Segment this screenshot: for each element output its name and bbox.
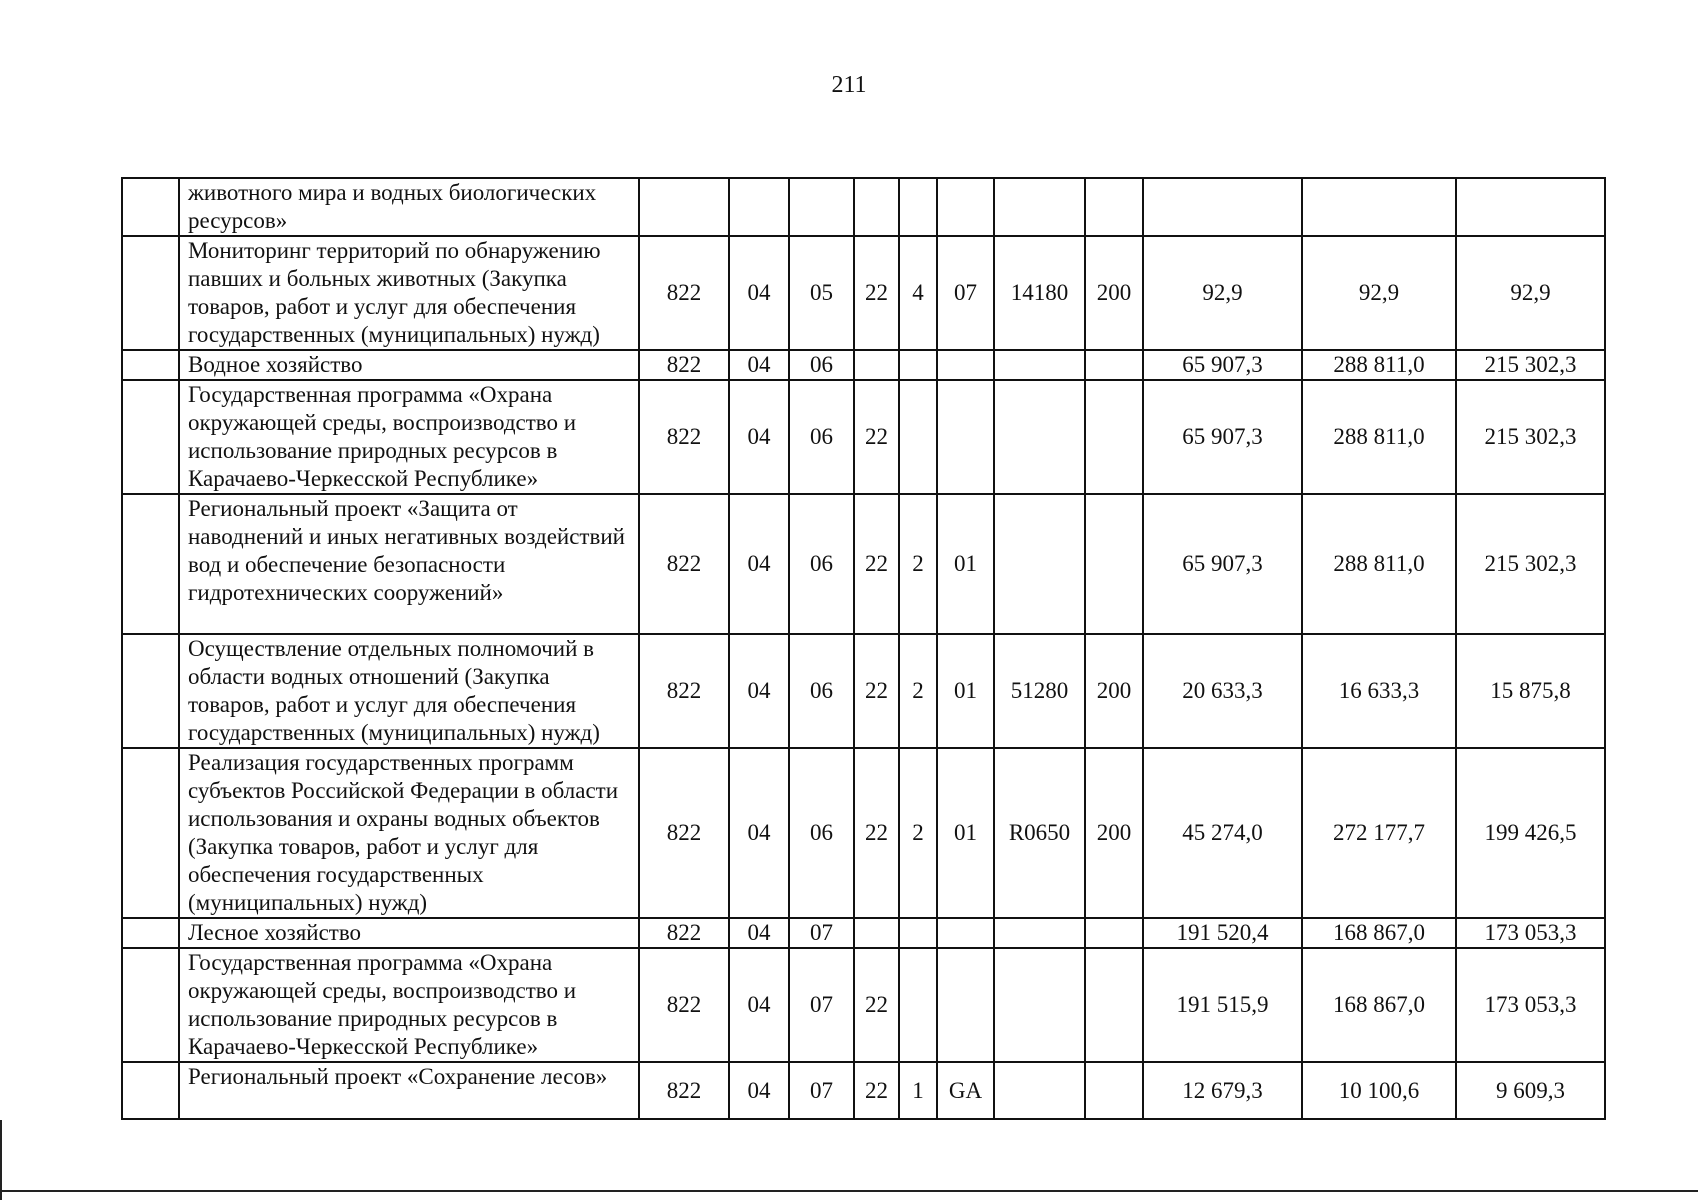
cell-program: 22	[854, 494, 899, 634]
row-index-cell	[122, 350, 179, 380]
cell-section: 04	[729, 380, 789, 494]
page-number: 211	[831, 72, 867, 98]
cell-subprogram: 2	[899, 634, 937, 748]
row-index-cell	[122, 380, 179, 494]
cell-ministry: 822	[639, 350, 729, 380]
cell-subsection: 06	[789, 350, 854, 380]
cell-amount-year2: 272 177,7	[1302, 748, 1456, 918]
cell-ministry: 822	[639, 748, 729, 918]
cell-direction: 14180	[994, 236, 1085, 350]
cell-direction: R0650	[994, 748, 1085, 918]
cell-ministry: 822	[639, 380, 729, 494]
cell-section: 04	[729, 748, 789, 918]
cell-ministry: 822	[639, 494, 729, 634]
cell-expense-type: 200	[1085, 748, 1143, 918]
cell-amount-year2: 16 633,3	[1302, 634, 1456, 748]
cell-expense-type	[1085, 380, 1143, 494]
cell-direction	[994, 494, 1085, 634]
cell-subsection: 07	[789, 918, 854, 948]
cell-amount-year3	[1456, 178, 1605, 236]
row-name: Региональный проект «Защита от наводнений и иных негативных воздействий вод и обеспечение безопасности гидротехнических сооружений»	[179, 494, 639, 634]
row-name: Осуществление отдельных полномочий в области водных отношений (Закупка товаров, работ и услуг для обеспечения государственных (муниципальных) нужд)	[179, 634, 639, 748]
cell-amount-year1: 65 907,3	[1143, 380, 1302, 494]
cell-subprogram: 4	[899, 236, 937, 350]
row-name: Мониторинг территорий по обнаружению павших и больных животных (Закупка товаров, работ и услуг для обеспечения государственных (муниципальных) нужд)	[179, 236, 639, 350]
cell-subprogram: 2	[899, 494, 937, 634]
cell-ministry: 822	[639, 1062, 729, 1119]
cell-event: 07	[937, 236, 994, 350]
row-index-cell	[122, 178, 179, 236]
row-name: Лесное хозяйство	[179, 918, 639, 948]
scan-edge-left	[0, 1120, 2, 1200]
cell-amount-year3: 199 426,5	[1456, 748, 1605, 918]
cell-program: 22	[854, 380, 899, 494]
table-row	[122, 748, 1605, 918]
cell-amount-year1: 191 520,4	[1143, 918, 1302, 948]
row-name: животного мира и водных биологических ресурсов»	[179, 178, 639, 236]
cell-program: 22	[854, 634, 899, 748]
cell-amount-year2: 10 100,6	[1302, 1062, 1456, 1119]
cell-program: 22	[854, 748, 899, 918]
row-index-cell	[122, 948, 179, 1062]
cell-expense-type	[1085, 178, 1143, 236]
cell-ministry	[639, 178, 729, 236]
cell-event: 01	[937, 748, 994, 918]
cell-amount-year1: 12 679,3	[1143, 1062, 1302, 1119]
cell-amount-year2: 288 811,0	[1302, 380, 1456, 494]
cell-section: 04	[729, 350, 789, 380]
table-row	[122, 918, 1605, 948]
cell-subsection: 06	[789, 494, 854, 634]
scan-edge-bottom	[0, 1190, 1698, 1192]
cell-expense-type: 200	[1085, 236, 1143, 350]
cell-amount-year3: 173 053,3	[1456, 918, 1605, 948]
cell-subprogram	[899, 350, 937, 380]
table-row	[122, 350, 1605, 380]
cell-subsection	[789, 178, 854, 236]
row-index-cell	[122, 236, 179, 350]
cell-subprogram: 1	[899, 1062, 937, 1119]
cell-expense-type	[1085, 1062, 1143, 1119]
cell-amount-year2: 168 867,0	[1302, 918, 1456, 948]
cell-subprogram	[899, 918, 937, 948]
cell-amount-year3: 15 875,8	[1456, 634, 1605, 748]
row-name: Государственная программа «Охрана окружающей среды, воспроизводство и использование природных ресурсов в Карачаево-Черкесской Республике»	[179, 380, 639, 494]
cell-section: 04	[729, 1062, 789, 1119]
cell-ministry: 822	[639, 634, 729, 748]
cell-section: 04	[729, 918, 789, 948]
cell-direction	[994, 918, 1085, 948]
row-index-cell	[122, 1062, 179, 1119]
cell-subsection: 06	[789, 634, 854, 748]
cell-event: GA	[937, 1062, 994, 1119]
cell-direction	[994, 350, 1085, 380]
row-name: Региональный проект «Сохранение лесов»	[179, 1062, 639, 1119]
cell-event	[937, 350, 994, 380]
cell-subsection: 07	[789, 1062, 854, 1119]
cell-amount-year1: 191 515,9	[1143, 948, 1302, 1062]
row-index-cell	[122, 634, 179, 748]
cell-amount-year3: 173 053,3	[1456, 948, 1605, 1062]
cell-expense-type: 200	[1085, 634, 1143, 748]
cell-section: 04	[729, 494, 789, 634]
cell-ministry: 822	[639, 918, 729, 948]
cell-amount-year1: 20 633,3	[1143, 634, 1302, 748]
budget-table	[121, 177, 1606, 1120]
row-name: Государственная программа «Охрана окружающей среды, воспроизводство и использование природных ресурсов в Карачаево-Черкесской Республике»	[179, 948, 639, 1062]
cell-direction: 51280	[994, 634, 1085, 748]
cell-subsection: 07	[789, 948, 854, 1062]
cell-amount-year1: 65 907,3	[1143, 494, 1302, 634]
cell-event: 01	[937, 634, 994, 748]
row-name: Водное хозяйство	[179, 350, 639, 380]
cell-direction	[994, 1062, 1085, 1119]
cell-direction	[994, 948, 1085, 1062]
table-row	[122, 494, 1605, 634]
cell-amount-year2: 288 811,0	[1302, 350, 1456, 380]
row-index-cell	[122, 494, 179, 634]
cell-program: 22	[854, 236, 899, 350]
cell-amount-year3: 9 609,3	[1456, 1062, 1605, 1119]
cell-expense-type	[1085, 350, 1143, 380]
cell-program: 22	[854, 1062, 899, 1119]
cell-subsection: 06	[789, 748, 854, 918]
cell-amount-year3: 215 302,3	[1456, 350, 1605, 380]
cell-event: 01	[937, 494, 994, 634]
row-name: Реализация государственных программ субъектов Российской Федерации в области использования и охраны водных объектов (Закупка товаров, работ и услуг для обеспечения государственных (муниципальных) нужд)	[179, 748, 639, 918]
table-row	[122, 236, 1605, 350]
cell-amount-year3: 215 302,3	[1456, 494, 1605, 634]
cell-program	[854, 350, 899, 380]
cell-subprogram: 2	[899, 748, 937, 918]
cell-amount-year1: 92,9	[1143, 236, 1302, 350]
cell-program	[854, 178, 899, 236]
cell-subprogram	[899, 178, 937, 236]
cell-subsection: 05	[789, 236, 854, 350]
cell-amount-year1	[1143, 178, 1302, 236]
cell-program: 22	[854, 948, 899, 1062]
table-row	[122, 380, 1605, 494]
table-row	[122, 948, 1605, 1062]
cell-section: 04	[729, 236, 789, 350]
cell-event	[937, 380, 994, 494]
cell-amount-year3: 92,9	[1456, 236, 1605, 350]
cell-event	[937, 178, 994, 236]
cell-ministry: 822	[639, 948, 729, 1062]
row-index-cell	[122, 918, 179, 948]
cell-expense-type	[1085, 494, 1143, 634]
cell-amount-year2: 168 867,0	[1302, 948, 1456, 1062]
table-row	[122, 1062, 1605, 1119]
row-index-cell	[122, 748, 179, 918]
cell-event	[937, 918, 994, 948]
cell-program	[854, 918, 899, 948]
cell-amount-year3: 215 302,3	[1456, 380, 1605, 494]
cell-amount-year1: 65 907,3	[1143, 350, 1302, 380]
cell-section: 04	[729, 948, 789, 1062]
cell-event	[937, 948, 994, 1062]
cell-amount-year2	[1302, 178, 1456, 236]
cell-amount-year2: 288 811,0	[1302, 494, 1456, 634]
cell-subprogram	[899, 948, 937, 1062]
cell-direction	[994, 178, 1085, 236]
cell-ministry: 822	[639, 236, 729, 350]
cell-subprogram	[899, 380, 937, 494]
cell-expense-type	[1085, 948, 1143, 1062]
cell-expense-type	[1085, 918, 1143, 948]
cell-section	[729, 178, 789, 236]
table-row	[122, 634, 1605, 748]
cell-subsection: 06	[789, 380, 854, 494]
cell-section: 04	[729, 634, 789, 748]
cell-amount-year1: 45 274,0	[1143, 748, 1302, 918]
cell-direction	[994, 380, 1085, 494]
table-row	[122, 178, 1605, 236]
cell-amount-year2: 92,9	[1302, 236, 1456, 350]
